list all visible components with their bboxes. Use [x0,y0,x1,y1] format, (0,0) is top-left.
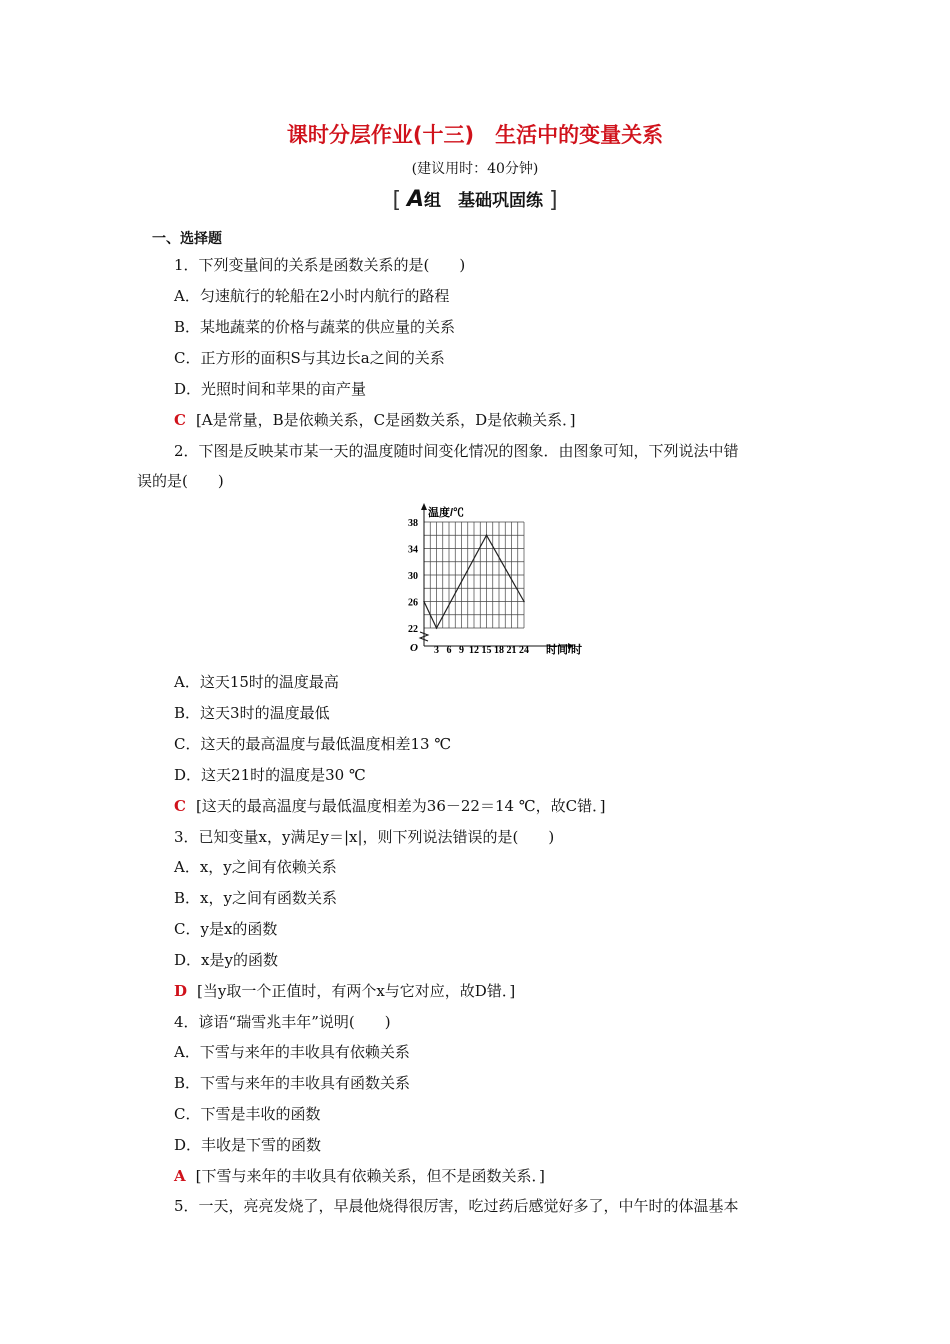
q2-stem-line2: 误的是( ) [137,472,224,490]
x-tick-label: 15 [481,645,492,656]
x-tick-label: 12 [469,645,479,656]
q1-option-c: C．正方形的面积S与其边长a之间的关系 [174,349,445,367]
q2-stem-line1: 2．下图是反映某市某一天的温度随时间变化情况的图象．由图象可知，下列说法中错 [174,442,739,460]
q3-option-a: A．x，y之间有依赖关系 [174,858,337,876]
q1-answer-line [174,410,576,430]
q5-stem: 5．一天，亮亮发烧了，早晨他烧得很厉害，吃过药后感觉好多了，中午时的体温基本 [174,1197,739,1215]
section-heading: 一、选择题 [152,231,222,247]
y-axis-arrow [421,503,427,510]
q3-option-c: C．y是x的函数 [174,920,278,938]
group-letter: A [406,187,425,212]
q4-option-b: B．下雪与来年的丰收具有函数关系 [174,1074,411,1092]
q3-option-b: B．x，y之间有函数关系 [174,889,337,907]
page-title: 课时分层作业(十三) 生活中的变量关系 [286,123,664,147]
q4-option-c: C．下雪是丰收的函数 [174,1105,321,1123]
q1-option-b: B．某地蔬菜的价格与蔬菜的供应量的关系 [174,318,456,336]
q4-answer: A [174,1167,186,1185]
data-point [436,627,438,629]
temperature-chart [396,500,596,660]
q2-option-c: C．这天的最高温度与最低温度相差13 ℃ [174,735,452,753]
x-tick-label: 18 [494,645,504,656]
y-tick-label: 38 [408,518,418,529]
right-bracket: ] [548,188,558,213]
y-tick-label: 34 [408,544,418,556]
q4-answer-line [174,1166,545,1186]
q4-option-d: D．丰收是下雪的函数 [174,1136,322,1154]
chart-ylabel: 温度/℃ [428,507,465,519]
q1-answer: C [174,411,186,429]
suggested-time: (建议用时：40分钟) [411,161,539,177]
y-tick-label: 22 [408,624,418,635]
chart-xlabel: 时间/时 [546,644,583,656]
q2-option-a: A．这天15时的温度最高 [174,673,339,691]
q1-explanation: [A是常量，B是依赖关系，C是函数关系，D是依赖关系．] [195,411,576,429]
x-tick-label: 6 [446,645,452,656]
q2-explanation: [这天的最高温度与最低温度相差为36－22＝14 ℃，故C错．] [195,797,606,815]
q1-stem: 1．下列变量间的关系是函数关系的是( ) [174,256,466,274]
q3-explanation: [当y取一个正值时，有两个x与它对应，故D错．] [197,982,516,1000]
q1-option-d: D．光照时间和苹果的亩产量 [174,380,367,398]
q2-option-d: D．这天21时的温度是30 ℃ [174,766,366,784]
q4-explanation: [下雪与来年的丰收具有依赖关系，但不是函数关系．] [195,1167,545,1185]
q3-answer: D [174,982,188,1000]
axis-break [420,632,428,641]
group-heading [0,186,950,213]
chart-origin-label: O [410,642,418,654]
y-tick-label: 30 [408,571,418,582]
x-tick-label: 24 [519,645,529,656]
data-point [423,601,425,603]
x-tick-label: 21 [506,645,517,656]
x-tick-label: 9 [459,645,464,656]
y-tick-label: 26 [408,597,418,609]
group-label: 组 基础巩固练 [424,191,544,211]
q3-answer-line [174,981,515,1001]
data-point [523,601,525,603]
left-bracket: [ [392,188,402,213]
q3-option-d: D．x是y的函数 [174,951,278,969]
q3-stem: 3．已知变量x，y满足y＝|x|，则下列说法错误的是( ) [174,828,555,846]
x-tick-label: 3 [434,645,439,656]
chart-axes [420,503,574,649]
q4-option-a: A．下雪与来年的丰收具有依赖关系 [174,1043,410,1061]
q1-option-a: A．匀速航行的轮船在2小时内航行的路程 [174,287,450,305]
q2-option-b: B．这天3时的温度最低 [174,704,330,722]
data-point [486,534,488,536]
q4-stem: 4．谚语“瑞雪兆丰年”说明( ) [174,1013,391,1031]
q2-answer: C [174,797,186,815]
q2-answer-line [174,796,605,816]
